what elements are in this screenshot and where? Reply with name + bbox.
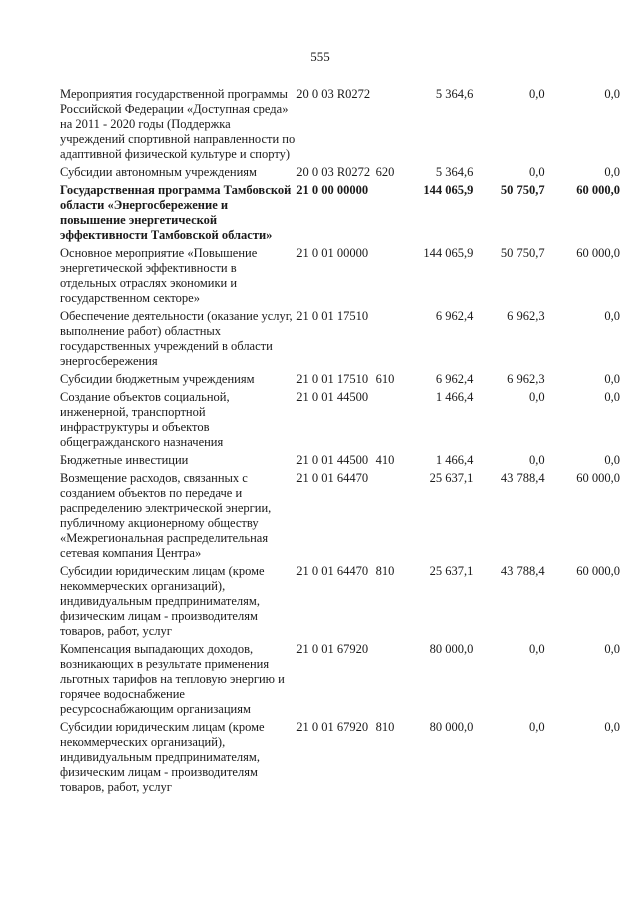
row-expense-type [376,183,400,246]
row-code: 21 0 01 00000 [296,246,369,260]
row-name: Субсидии юридическим лицам (кроме некоммерческих организаций), индивидуальным предпринимателям, физическим лицам - производителям товаров, работ, услуг [60,564,265,638]
row-name: Компенсация выпадающих доходов, возникающих в результате применения льготных тарифов на тепловую энергию и горячее водоснабжение ресурсоснабжающим организациям [60,642,285,716]
row-value-1: 25 637,1 [429,471,474,485]
row-name: Мероприятия государственной программы Российской Федерации «Доступная среда» на 2011 - 2020 годы (Поддержка учреждений спортивной направленности по адаптивной физической культуре и спорту) [60,87,296,161]
table-row [60,183,620,246]
row-value-1: 5 364,6 [435,165,474,179]
row-value-2: 0,0 [528,720,545,734]
row-name: Субсидии автономным учреждениям [60,165,257,179]
row-value-3: 0,0 [604,720,620,734]
row-code: 20 0 03 R0272 [296,165,371,179]
row-value-2: 50 750,7 [500,246,545,260]
row-value-3: 0,0 [604,453,620,467]
row-value-1: 25 637,1 [429,564,474,578]
row-value-2: 50 750,7 [500,183,545,197]
row-expense-type [376,309,400,372]
row-name: Возмещение расходов, связанных с созданием объектов по передаче и распределению электрической энергии, публичному акционерному обществу «Межрегиональная распределительная сетевая компания Центра» [60,471,272,560]
row-expense-type: 410 [375,453,395,467]
table-row [60,564,620,642]
row-code: 21 0 00 00000 [296,183,369,197]
row-value-2: 0,0 [528,87,545,101]
table-row [60,372,620,390]
row-code: 21 0 01 44500 [296,453,369,467]
table-row [60,246,620,309]
row-value-1: 80 000,0 [429,720,474,734]
row-value-2: 43 788,4 [500,564,545,578]
row-value-3: 60 000,0 [576,183,620,197]
row-code: 21 0 01 67920 [296,720,369,734]
row-expense-type: 610 [375,372,395,386]
row-value-3: 60 000,0 [576,246,620,260]
table-row [60,390,620,453]
table-row [60,471,620,564]
table-row [60,165,620,183]
row-name: Бюджетные инвестиции [60,453,189,467]
row-value-2: 0,0 [528,390,545,404]
row-expense-type: 810 [375,720,395,734]
row-value-3: 0,0 [604,309,620,323]
table-row [60,642,620,720]
row-code: 21 0 01 17510 [296,309,369,323]
row-code: 21 0 01 17510 [296,372,369,386]
row-value-2: 0,0 [528,642,545,656]
row-value-1: 144 065,9 [423,183,474,197]
row-name: Государственная программа Тамбовской области «Энергосбережение и повышение энергетической эффективности Тамбовской области» [60,183,292,242]
row-value-2: 43 788,4 [500,471,545,485]
row-value-1: 80 000,0 [429,642,474,656]
row-expense-type: 810 [375,564,395,578]
table-row [60,309,620,372]
table-row [60,453,620,471]
row-value-1: 6 962,4 [435,309,474,323]
row-value-1: 1 466,4 [435,453,474,467]
row-name: Создание объектов социальной, инженерной, транспортной инфраструктуры и объектов общегражданского назначения [60,390,230,449]
row-expense-type [376,471,400,564]
row-value-3: 60 000,0 [576,471,620,485]
row-code: 21 0 01 44500 [296,390,369,404]
row-value-3: 0,0 [604,390,620,404]
row-value-1: 5 364,6 [435,87,474,101]
row-value-3: 60 000,0 [576,564,620,578]
row-value-1: 1 466,4 [435,390,474,404]
row-name: Обеспечение деятельности (оказание услуг, выполнение работ) областных государственных учреждений в области энергосбережения [60,309,293,368]
row-expense-type [376,87,400,165]
row-code: 21 0 01 64470 [296,564,369,578]
row-value-1: 144 065,9 [423,246,474,260]
row-name: Субсидии бюджетным учреждениям [60,372,255,386]
row-expense-type [376,642,400,720]
table-row [60,87,620,165]
row-value-1: 6 962,4 [435,372,474,386]
row-value-2: 6 962,3 [507,309,545,323]
row-value-3: 0,0 [604,642,620,656]
row-value-2: 0,0 [528,165,545,179]
table-row [60,720,620,798]
row-expense-type: 620 [375,165,395,179]
budget-table [60,87,620,798]
row-code: 21 0 01 67920 [296,642,369,656]
row-value-3: 0,0 [604,165,620,179]
row-value-3: 0,0 [604,372,620,386]
row-value-2: 0,0 [528,453,545,467]
row-expense-type [376,246,400,309]
row-name: Субсидии юридическим лицам (кроме некоммерческих организаций), индивидуальным предпринимателям, физическим лицам - производителям товаров, работ, услуг [60,720,265,794]
row-code: 21 0 01 64470 [296,471,369,485]
row-name: Основное мероприятие «Повышение энергетической эффективности в отдельных отраслях экономики и государственном секторе» [60,246,258,305]
page-number: 555 [310,49,330,64]
row-code: 20 0 03 R0272 [296,87,371,101]
row-value-2: 6 962,3 [507,372,545,386]
row-expense-type [376,390,400,453]
row-value-3: 0,0 [604,87,620,101]
